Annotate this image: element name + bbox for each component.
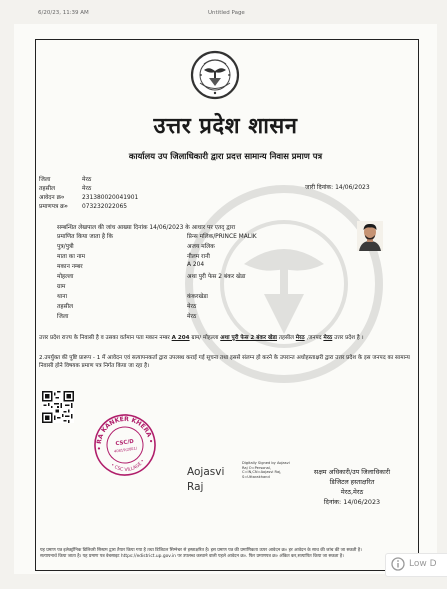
csc-seal-stamp <box>93 413 157 477</box>
verification-paragraph: 2.उपर्युक्त की पुष्टि प्रारूप - 1 में आवेदन एवं सत्यापनकर्ता द्वारा उपलब्ध कराई गई सूचना तथा इससे संलग्न हो करने के उपरान्त अधोहस्ताक्षरी द्वारा उत्तर प्रदेश के इस जनपद का सामान्य निवासी होने विषयक प्रमाण पत्र निर्गत किया जा रहा है। <box>39 355 410 369</box>
seal-center-line2: 40819(28E1) <box>113 446 138 454</box>
certificate-subtitle: कार्यालय उप जिलाधिकारी द्वारा प्रदत्त सामान्य निवास प्रमाण पत्र <box>128 151 323 161</box>
print-page-title: Untitled Page <box>208 10 245 16</box>
browser-print-header <box>0 0 447 24</box>
applicant-photo-image <box>357 221 383 251</box>
up-government-emblem-icon <box>190 50 240 100</box>
seal-top-text: • RA KANKER KHERA • <box>95 415 154 451</box>
officer-signature: Aojasvi Raj <box>187 466 225 493</box>
print-datetime: 6/20/23, 11:39 AM <box>38 10 89 16</box>
info-icon <box>391 557 405 571</box>
issue-date: जारी दिनांक: 14/06/2023 <box>305 184 370 191</box>
applicant-photo <box>357 221 383 251</box>
seal-center-line1: CSC/D <box>115 438 135 448</box>
digital-signature-info: Digitally Signed by Aojasvi Raj O=Personal, C=IN,CN=Aojasvi Raj, S=Uttarakhand <box>242 461 290 479</box>
qr-code-icon <box>42 391 74 423</box>
seal-bottom-text: • CSC VILLAGE • <box>109 458 146 473</box>
certificate-title: उत्तर प्रदेश शासन <box>153 113 298 139</box>
signing-authority: सक्षम अधिकारी/उप जिलाधिकारी डिजिटल हस्ताक्षरित मेरठ,मेरठ दिनांक: 14/06/2023 <box>313 468 391 506</box>
notification-text: Low D <box>409 559 437 569</box>
footer-note: यह प्रमाण पत्र इलेक्ट्रॉनिक डिलिवरी सिस्टम द्वारा तैयार किया गया है तथा डिजिटल सिग्नेचर से हस्ताक्षरित है। इस प्रमाण पत्र की प्रमाणिकता ऊपर आवेदन क्र० हर आवेदन के साथ की जांच की जा सकती है। सत्यापनार्थ किया जाता है। यह प्रमाण पत्र वेबसाइट https://edistrict.up.gov.in पर उपलब्ध करवाने वाली पहले आवेदन क्र०. फिर प्रमाणपत्र क्र० अंकित कर,सत्यापित किया जा सकता है। <box>40 548 362 559</box>
intro-line: सम्बन्धित लेखपाल की जांच आख्या दिनांक 14/06/2023 के आधार पर एतद् द्वारा <box>57 225 236 231</box>
certificate-document: उत्तर प्रदेश शासन कार्यालय उप जिलाधिकारी द्वारा प्रदत्त सामान्य निवास प्रमाण पत्र जिला मेरठ तहसील मेरठ आवेदन क्र० 231380020041901 प्रमाणपत्र क्र० 073232022065 जारी दिनांक: 14/06/2023 सम्बन्धित लेखपाल की जांच आख्या दिनांक 14/06/2023 के आधार पर एतद् द्वारा प्रमाणित किया जाता है कि प्रिन्स मलिक/PRINCE MALIK पुत्र/पुत्री अजय मलिक माता का नाम नीलम रानी मकान नम्बर A 204 मोहल्ला अथा पुरी फेस 2 बंकर खेडा ग्राम थाना कंकरखेडा तहसील मेरठ जिला मेरठ उत्तर प्रदेश राज्य के निवासी है व उसका वर्तमान पता मकान नम्बर A 204 ग्राम/ मोहल्ला अथा पुरी फेस 2 बंकर खेडा तहसील मेरठ ,जनपद मेरठ उत्तर प्रदेश है । 2.उपर्युक्त की पुष्टि प्रारूप - 1 में आवेदन एवं सत्यापनकर्ता द्वारा उपलब्ध कराई गई सूचना तथा इससे संलग्न हो करने के उपरान्त अधोहस्ताक्षरी द्वारा उत्तर प्रदेश के इस जनपद का सामान्य निवासी होने विषयक प्रमाण पत्र निर्गत किया जा रहा है। • RA KANKER KHERA • • CSC VILLAGE • CSC/D 40819(28E1) Aojasvi Raj Digitally Signed by Aojasvi Raj O=Personal, C=IN,CN=Aojasvi Raj, S=Uttarakhand सक्षम अधिकारी/उप जिलाधिकारी डिजिटल हस्ताक्षरित मेरठ,मेरठ दिनांक: 14/06/2023 यह प्रमाण पत्र इलेक्ट्रॉनिक डिलिवरी सिस्टम द्वारा तैयार किया गया है तथा डिजिटल सिग्नेचर से हस्ताक्षरित है। इस प्रमाण पत्र की प्रमाणिकता ऊपर आवेदन क्र० हर आवेदन के साथ की जांच की जा सकती है। सत्यापनार्थ किया जाता है। यह प्रमाण पत्र वेबसाइट https://edistrict.up.gov.in पर उपलब्ध करवाने वाली पहले आवेदन क्र०. फिर प्रमाणपत्र क्र० अंकित कर,सत्यापित किया जा सकता है। <box>14 24 437 574</box>
residence-paragraph: उत्तर प्रदेश राज्य के निवासी है व उसका वर्तमान पता मकान नम्बर A 204 ग्राम/ मोहल्ला अथा पुरी फेस 2 बंकर खेडा तहसील मेरठ ,जनपद मेरठ उत्तर प्रदेश है । <box>39 335 364 341</box>
low-disk-notification[interactable] <box>385 553 447 577</box>
